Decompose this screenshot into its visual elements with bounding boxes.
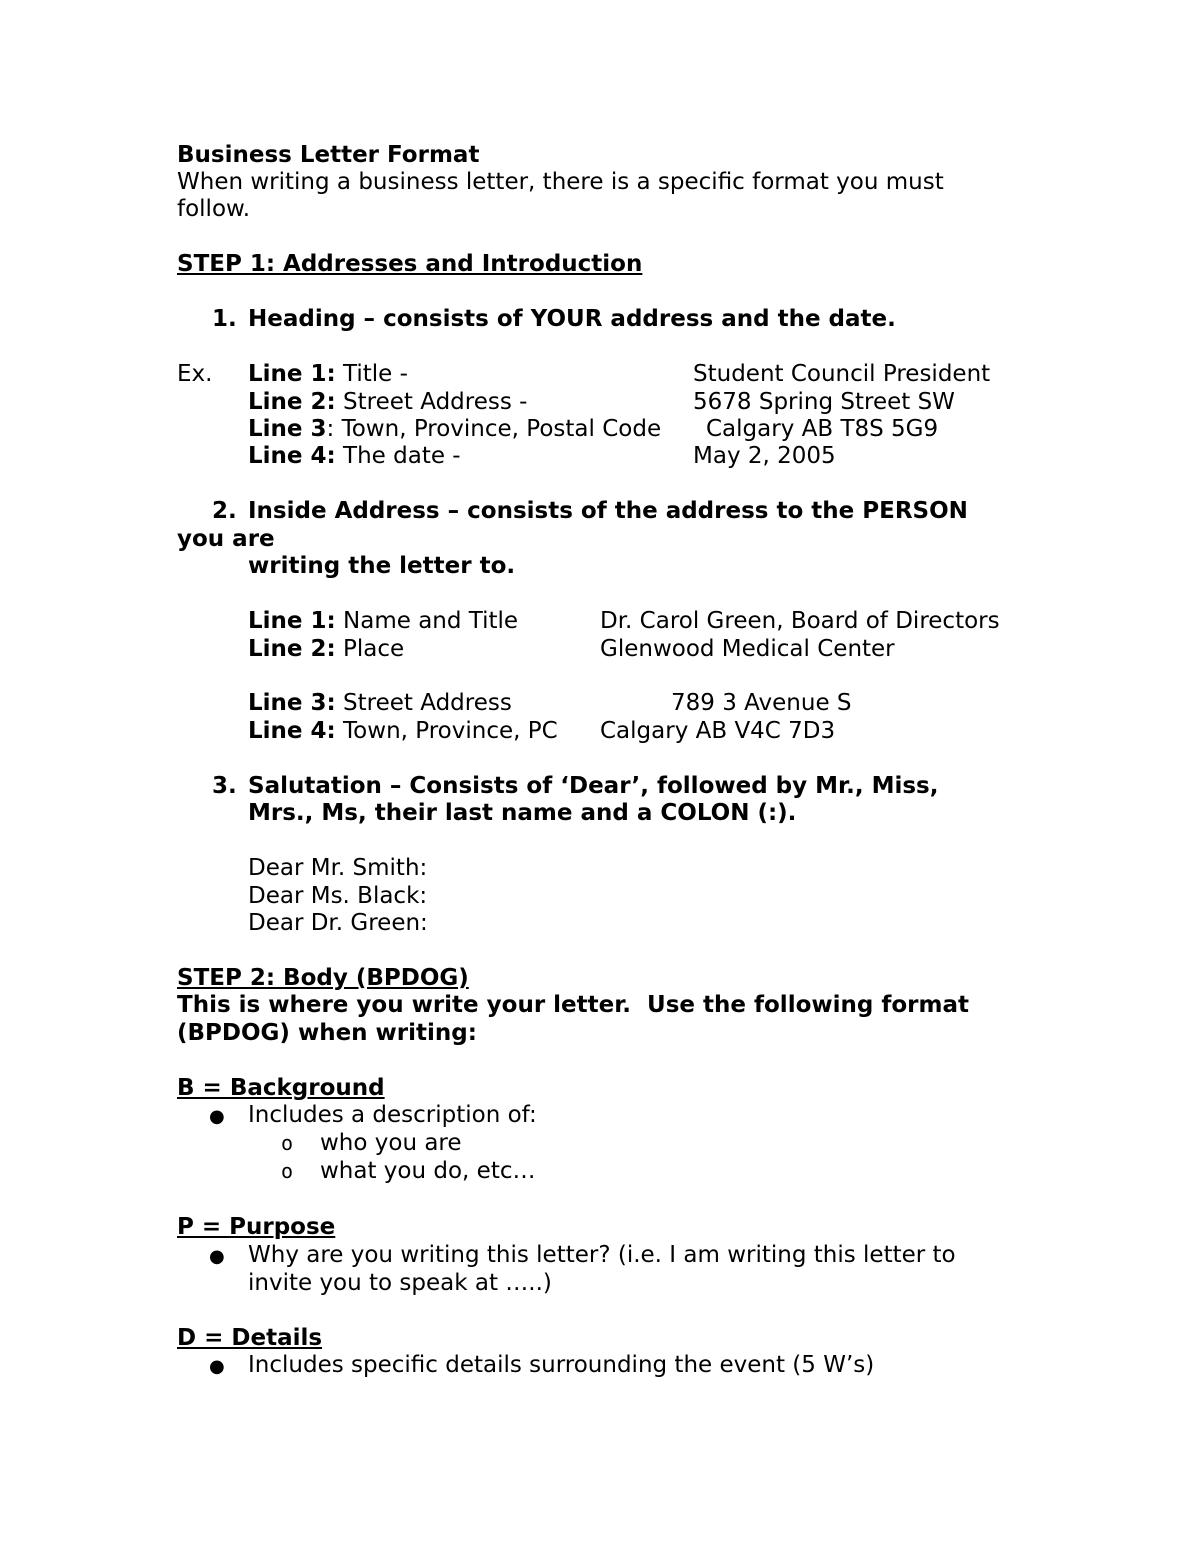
inside-line-2-value: Glenwood Medical Center bbox=[600, 636, 895, 662]
purpose-heading: P = Purpose bbox=[177, 1214, 336, 1240]
item3-number: 3. bbox=[212, 773, 237, 799]
inside-line-3 bbox=[248, 690, 512, 717]
background-sub-1: who you are bbox=[320, 1130, 462, 1156]
heading-line-2 bbox=[248, 389, 527, 416]
salutation-3: Dear Dr. Green: bbox=[248, 910, 428, 936]
heading-line-3-label: Line 3 bbox=[248, 416, 327, 442]
sub-bullet-icon: o bbox=[281, 1159, 294, 1183]
salutation-2: Dear Ms. Black: bbox=[248, 883, 428, 909]
item3-text-2: Mrs., Ms, their last name and a COLON (:). bbox=[248, 800, 797, 826]
heading-line-2-value: 5678 Spring Street SW bbox=[693, 389, 955, 415]
purpose-bullet-1: Why are you writing this letter? (i.e. I am writing this letter to bbox=[248, 1242, 956, 1268]
heading-line-1-label: Line 1: bbox=[248, 361, 336, 387]
item2-text-3: writing the letter to. bbox=[248, 553, 516, 579]
sub-bullet-icon: o bbox=[281, 1131, 294, 1155]
heading-line-1-value: Student Council President bbox=[693, 361, 991, 387]
step2-heading: STEP 2: Body (BPDOG) bbox=[177, 965, 469, 991]
details-heading: D = Details bbox=[177, 1325, 323, 1351]
bullet-icon: ● bbox=[209, 1356, 225, 1377]
step1-heading: STEP 1: Addresses and Introduction bbox=[177, 251, 643, 277]
inside-line-2-desc: Place bbox=[335, 636, 405, 662]
item2-text-2: you are bbox=[177, 526, 275, 552]
inside-line-4-label: Line 4: bbox=[248, 718, 336, 744]
intro-line-1: When writing a business letter, there is a specific format you must bbox=[177, 169, 944, 195]
inside-line-2 bbox=[248, 636, 404, 663]
inside-line-3-desc: Street Address bbox=[335, 690, 512, 716]
item2-text-1: Inside Address – consists of the address to the PERSON bbox=[248, 498, 968, 524]
heading-line-3-desc: : Town, Province, Postal Code bbox=[326, 416, 662, 442]
inside-line-1-label: Line 1: bbox=[248, 608, 336, 634]
step2-desc-2: (BPDOG) when writing: bbox=[177, 1020, 477, 1046]
inside-line-4 bbox=[248, 718, 558, 745]
item3-text-1: Salutation – Consists of ‘Dear’, followed by Mr., Miss, bbox=[248, 773, 939, 799]
background-bullet: Includes a description of: bbox=[248, 1102, 537, 1128]
ex-label: Ex. bbox=[177, 361, 213, 387]
background-heading: B = Background bbox=[177, 1075, 385, 1101]
step2-desc-1: This is where you write your letter. Use the following format bbox=[177, 992, 969, 1018]
bullet-icon: ● bbox=[209, 1106, 225, 1127]
purpose-bullet-2: invite you to speak at …..) bbox=[248, 1270, 552, 1296]
inside-line-1-value: Dr. Carol Green, Board of Directors bbox=[600, 608, 1000, 634]
inside-line-3-label: Line 3: bbox=[248, 690, 336, 716]
salutation-1: Dear Mr. Smith: bbox=[248, 855, 428, 881]
item1-number: 1. bbox=[212, 306, 237, 332]
intro-line-2: follow. bbox=[177, 196, 251, 222]
heading-line-4-value: May 2, 2005 bbox=[693, 443, 836, 469]
inside-line-4-desc: Town, Province, PC bbox=[335, 718, 558, 744]
inside-line-4-value: Calgary AB V4C 7D3 bbox=[600, 718, 836, 744]
heading-line-1-desc: Title - bbox=[335, 361, 408, 387]
heading-line-1 bbox=[248, 361, 408, 388]
heading-line-4-desc: The date - bbox=[335, 443, 461, 469]
details-bullet: Includes specific details surrounding the event (5 W’s) bbox=[248, 1352, 875, 1378]
inside-line-3-value: 789 3 Avenue S bbox=[671, 690, 852, 716]
heading-line-4-label: Line 4: bbox=[248, 443, 336, 469]
inside-line-2-label: Line 2: bbox=[248, 636, 336, 662]
item1-text: Heading – consists of YOUR address and the date. bbox=[248, 306, 896, 332]
bullet-icon: ● bbox=[209, 1246, 225, 1267]
heading-line-2-label: Line 2: bbox=[248, 389, 336, 415]
heading-line-3-value: Calgary AB T8S 5G9 bbox=[706, 416, 939, 442]
item2-number: 2. bbox=[212, 498, 237, 524]
background-sub-2: what you do, etc… bbox=[320, 1158, 536, 1184]
inside-line-1 bbox=[248, 608, 518, 635]
inside-line-1-desc: Name and Title bbox=[335, 608, 519, 634]
page-title: Business Letter Format bbox=[177, 142, 480, 168]
heading-line-3 bbox=[248, 416, 661, 443]
heading-line-4 bbox=[248, 443, 461, 470]
heading-line-2-desc: Street Address - bbox=[335, 389, 528, 415]
